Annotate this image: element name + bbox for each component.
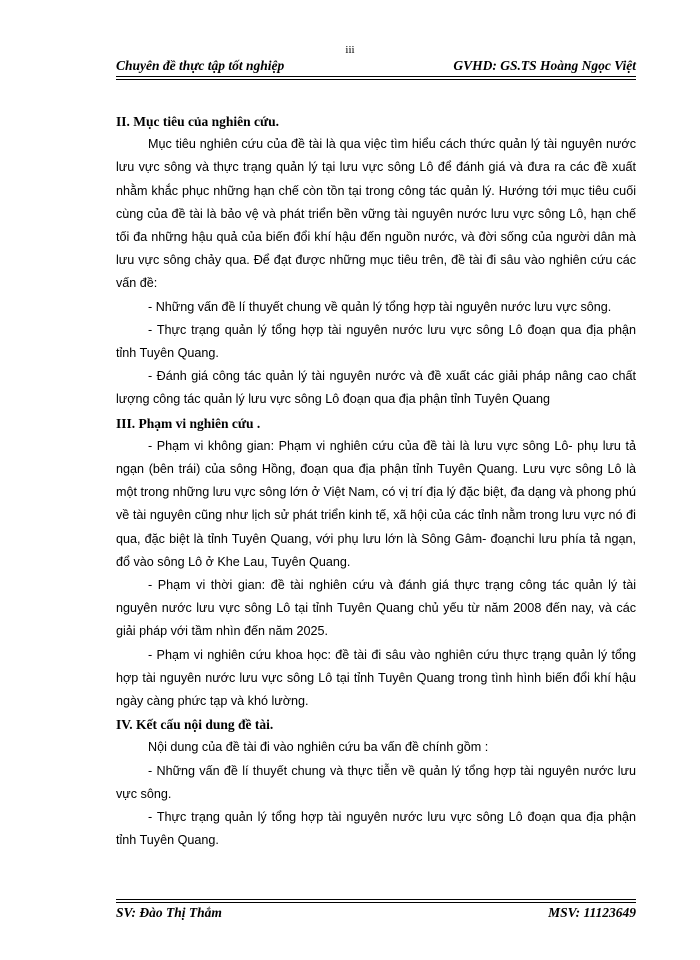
header-advisor: GVHD: GS.TS Hoàng Ngọc Việt [453,58,636,73]
section-heading-scope: III. Phạm vi nghiên cứu . [116,415,261,431]
page-header [116,58,636,76]
page-footer [116,905,636,923]
structure-item-1: - Những vấn đề lí thuyết chung và thực tiễn về quản lý tổng hợp tài nguyên nước lưu vực sông. [116,763,636,801]
scope-science-paragraph: - Phạm vi nghiên cứu khoa học: đề tài đi sâu vào nghiên cứu thực trạng quản lý tổng hợp tài nguyên nước lưu vực sông Lô tại tỉnh Tuyên Quang trong tình hình biến đổi khí hậu ngày càng phức tạp và khó lường. [116,647,636,709]
structure-item-2: - Thực trạng quản lý tổng hợp tài nguyên nước lưu vực sông Lô đoạn qua địa phận tỉnh Tuyên Quang. [116,810,636,848]
page-number: iii [345,44,355,56]
objectives-item-3: - Đánh giá công tác quản lý tài nguyên nước và đề xuất các giải pháp nâng cao chất lượng công tác quản lý lưu vực sông Lô đoạn qua địa phận tỉnh Tuyên Quang [116,369,636,407]
footer-rule [116,899,636,903]
objectives-paragraph: Mục tiêu nghiên cứu của đề tài là qua việc tìm hiểu cách thức quản lý tài nguyên nước lưu vực sông và thực trạng quản lý tại lưu vực sông Lô để đánh giá và đưa ra các đề xuất nhằm khắc phục những hạn chế còn tồn tại trong công tác quản lý. Hướng tới mục tiêu cuối cùng của đề tài là bảo vệ và phát triển bền vững tài nguyên nước lưu vực sông Lô, hạn chế tối đa những hậu quả của biến đổi khí hậu đến nguồn nước, và đời sống của người dân mà lưu vực sông chảy qua. Để đạt được những mục tiêu trên, đề tài đi sâu vào nghiên cứu các vấn đề: [116,137,636,291]
header-rule [116,76,636,80]
header-title: Chuyên đề thực tập tốt nghiệp [116,58,285,73]
structure-paragraph: Nội dung của đề tài đi vào nghiên cứu ba vấn đề chính gồm : [148,740,489,755]
footer-student: SV: Đào Thị Thắm [116,905,222,920]
section-heading-objectives: II. Mục tiêu của nghiên cứu. [116,114,279,129]
section-heading-structure: IV. Kết cấu nội dung đề tài. [116,717,274,733]
objectives-item-2: - Thực trạng quản lý tổng hợp tài nguyên nước lưu vực sông Lô đoạn qua địa phận tỉnh Tuyên Quang. [116,322,636,361]
scope-time-paragraph: - Phạm vi thời gian: đề tài nghiên cứu và đánh giá thực trạng công tác quản lý tài nguyên nước lưu vực sông Lô tại tỉnh Tuyên Quang chủ yếu từ năm 2008 đến nay, và các giải pháp với tầm nhìn đến năm 2025. [116,578,636,639]
objectives-item-1: - Những vấn đề lí thuyết chung về quản lý tổng hợp tài nguyên nước lưu vực sông. [148,299,612,314]
footer-student-id: MSV: 11123649 [548,905,636,920]
scope-space-paragraph: - Phạm vi không gian: Phạm vi nghiên cứu của đề tài là lưu vực sông Lô- phụ lưu tả ngạn (bên trái) của sông Hồng, đoạn qua địa phận tỉnh Tuyên Quang. Lưu vực sông Lô là một trong những lưu vực sông lớn ở Việt Nam, có vị trí địa lý đặc biệt, đa dạng và phong phú về tài nguyên cũng như lịch sử phát triển kinh tế, xã hội của các tỉnh nằm trong lưu vực nó đi qua, đặc biệt là tỉnh Tuyên Quang, với phụ lưu lớn là Sông Gâm- đoạnchi lưu phía tả ngạn, đổ vào sông Lô ở Khe Lau, Tuyên Quang. [116,438,636,569]
document-body [116,110,636,853]
